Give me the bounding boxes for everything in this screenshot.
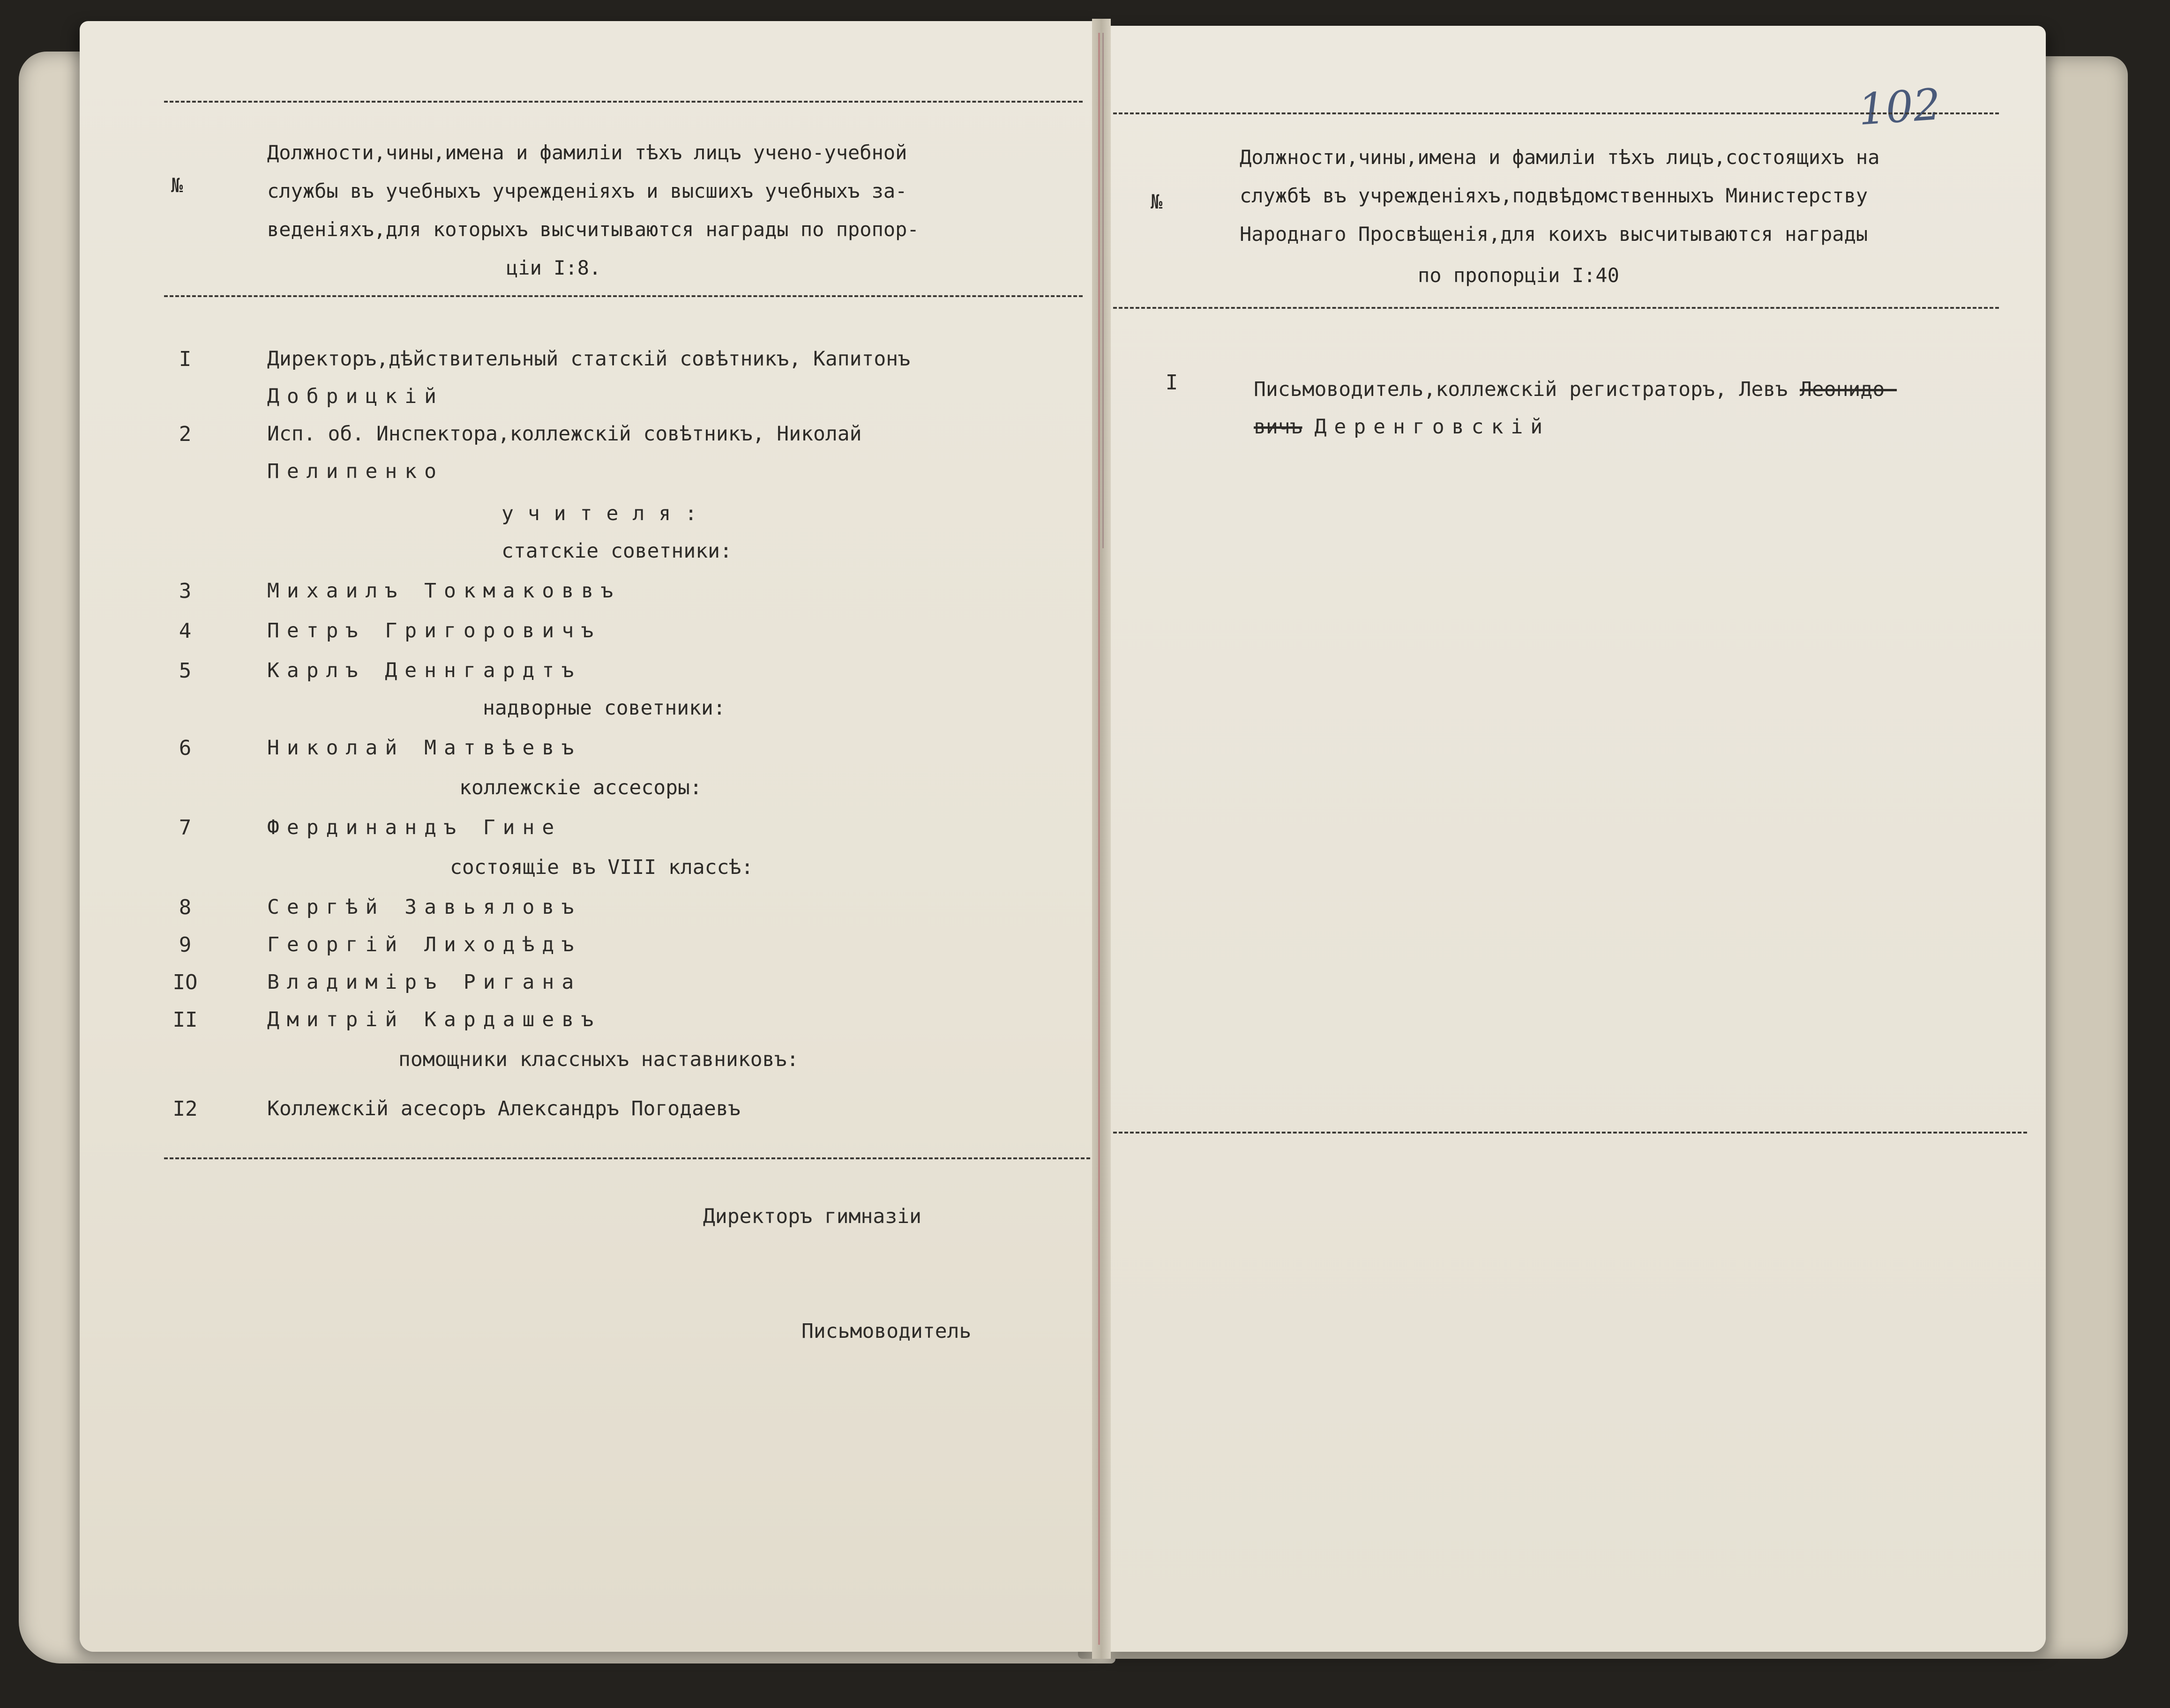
header-line-3: Народнаго Просвѣщенiя,для коихъ высчитываются награды	[1240, 223, 1868, 246]
row-num: I	[1165, 371, 1178, 395]
left-page	[80, 21, 1101, 1652]
row-cont: Пелипенко	[267, 460, 444, 483]
section-heading: статскiе советники:	[501, 539, 732, 563]
row-text: Директоръ,дѣйствительный статскiй совѣтникъ, Капитонъ	[267, 347, 911, 371]
header-num-label: №	[1151, 190, 1163, 213]
row-num: 8	[179, 895, 192, 919]
header-line-4: по пропорцiи I:40	[1418, 264, 1619, 287]
row-text: Николай Матвѣевъ	[267, 736, 582, 760]
row-text-main: Письмоводитель,коллежскiй регистраторъ, Левъ	[1254, 378, 1788, 401]
signature-clerk: Письмоводитель	[801, 1320, 972, 1343]
row-cont-struck: вичъ	[1254, 415, 1302, 439]
header-line-4: цiи I:8.	[506, 256, 601, 279]
row-text: Михаилъ Токмаковвъ	[267, 579, 621, 603]
row-num: II	[172, 1008, 198, 1032]
row-cont: Добрицкiй	[267, 385, 444, 408]
section-heading: коллежскiе ассесоры:	[459, 776, 702, 799]
header-top-rule	[164, 101, 1083, 103]
row-text	[1254, 380, 1897, 400]
right-page	[1104, 26, 2046, 1652]
row-text-struck: Леонидо-	[1799, 378, 1897, 401]
row-num: 6	[179, 736, 192, 760]
section-heading: надворные советники:	[483, 696, 726, 720]
row-cont	[1254, 417, 1550, 437]
row-num: I	[179, 347, 192, 371]
binding-thread	[1098, 33, 1100, 1645]
header-line-2: службы въ учебныхъ учрежденiяхъ и высшихъ учебныхъ за-	[267, 179, 907, 202]
row-text: Владимiръ Ригана	[267, 970, 582, 994]
table-bottom-rule	[164, 1157, 1101, 1159]
row-num: IO	[172, 970, 198, 994]
row-num: 3	[179, 579, 192, 603]
row-num: I2	[172, 1097, 198, 1121]
signature-director: Директоръ гимназiи	[703, 1205, 921, 1228]
binding-thread	[1102, 33, 1104, 548]
book-gutter	[1092, 19, 1111, 1659]
section-heading: учителя:	[501, 502, 711, 525]
header-line-1: Должности,чины,имена и фамилiи тѣхъ лицъ учено-учебной	[267, 141, 907, 164]
header-line-1: Должности,чины,имена и фамилiи тѣхъ лицъ,состоящихъ на	[1240, 146, 1880, 169]
row-cont-name: Деренговскiй	[1314, 415, 1550, 439]
row-num: 5	[179, 659, 192, 683]
row-num: 7	[179, 816, 192, 840]
header-bottom-rule	[164, 295, 1083, 297]
header-line-3: веденiяхъ,для которыхъ высчитываются награды по пропор-	[267, 218, 919, 241]
row-text: Дмитрiй Кардашевъ	[267, 1008, 601, 1031]
row-text: Сергѣй Завьяловъ	[267, 895, 582, 919]
row-text: Карлъ Деннгардтъ	[267, 659, 582, 682]
row-text: Фердинандъ Гине	[267, 816, 562, 839]
header-bottom-rule	[1113, 307, 1999, 309]
row-text: Георгiй Лиходѣдъ	[267, 933, 582, 956]
section-heading: состоящiе въ VIII классѣ:	[450, 856, 754, 879]
row-num: 4	[179, 619, 192, 643]
row-num: 2	[179, 422, 192, 446]
table-bottom-rule	[1113, 1132, 2027, 1134]
handwritten-page-number: 102	[1856, 79, 1943, 135]
header-num-label: №	[171, 174, 183, 197]
row-text: Петръ Григоровичъ	[267, 619, 601, 642]
header-top-rule	[1113, 112, 1999, 114]
section-heading: помощники классныхъ наставниковъ:	[398, 1048, 799, 1071]
header-line-2: службѣ въ учрежденiяхъ,подвѣдомственныхъ Министерству	[1240, 184, 1868, 207]
row-num: 9	[179, 933, 192, 957]
row-text: Коллежскiй асесоръ Александръ Погодаевъ	[267, 1097, 741, 1120]
row-text: Исп. об. Инспектора,коллежскiй совѣтникъ, Николай	[267, 422, 862, 446]
